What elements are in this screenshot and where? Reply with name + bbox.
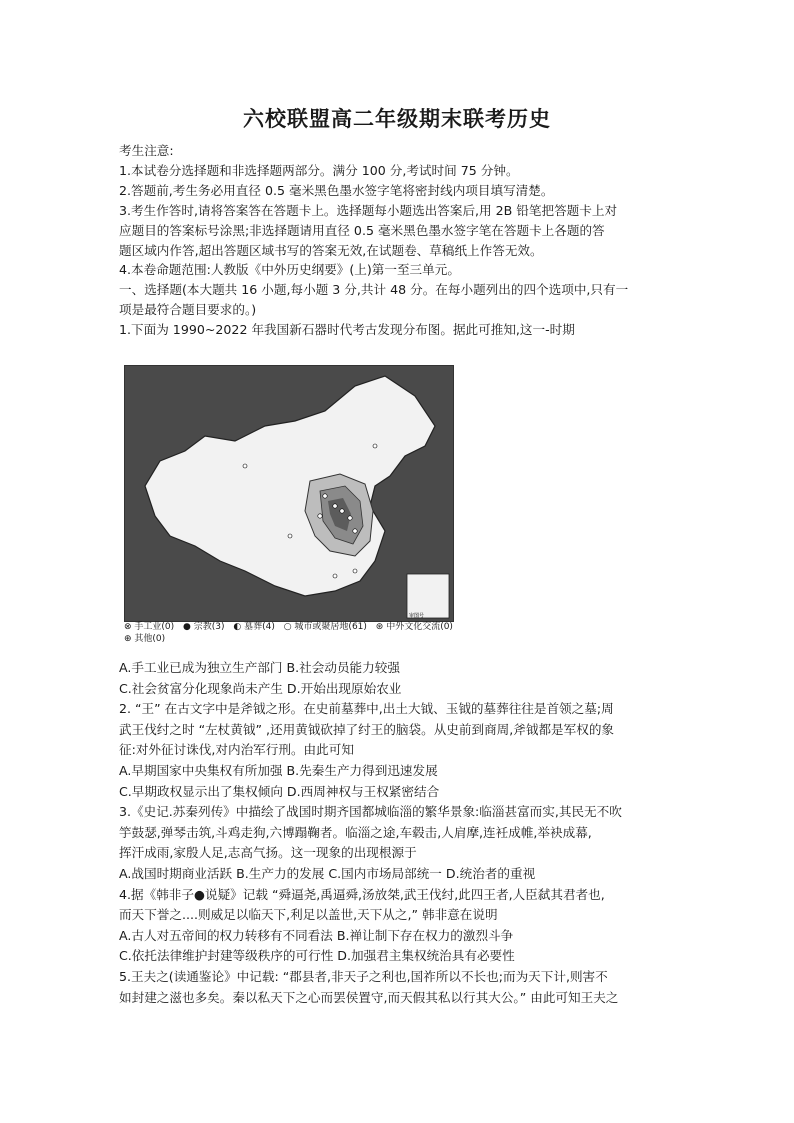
option-line: C.早期政权显示出了集权倾向 D.西周神权与王权紧密结合 — [119, 783, 440, 799]
legend-item-handicraft: ⊗ 手工业(0) — [124, 622, 175, 632]
china-map-graphic — [125, 366, 453, 621]
option-line: A.早期国家中央集权有所加强 B.先秦生产力得到迅速发展 — [119, 762, 438, 778]
question-line: 4.据《韩非子●说疑》记载 “舜逼尧,禹逼舜,汤放桀,武王伐纣,此四王者,人臣弑其君者也, — [119, 886, 605, 902]
question-line: 而天下誉之....则威足以临天下,利足以盖世,天下从之,” 韩非意在说明 — [119, 907, 498, 923]
question-line: 2. “王” 在古文字中是斧钺之形。在史前墓葬中,出土大钺、玉钺的墓葬往往是首领之墓;周 — [119, 701, 614, 717]
archaeology-map-image — [124, 365, 454, 622]
legend-item-tomb: ◐ 墓葬(4) — [233, 622, 275, 632]
exam-title: 六校联盟高二年级期末联考历史 — [243, 106, 551, 131]
notice-item: 2.答题前,考生务必用直径 0.5 毫米黑色墨水签字笔将密封线内项目填写清楚。 — [119, 182, 554, 198]
legend-item-exchange: ⊛ 中外文化交流(0) — [375, 622, 453, 632]
map-legend — [124, 621, 464, 645]
section-instruction: 项是最符合题目要求的。) — [119, 302, 257, 318]
notice-item: 1.本试卷分选择题和非选择题两部分。满分 100 分,考试时间 75 分钟。 — [119, 162, 519, 178]
notice-item: 3.考生作答时,请将答案答在答题卡上。选择题每小题选出答案后,用 2B 铅笔把答题卡上对 — [119, 202, 618, 218]
q1-option-line: A.手工业已成为独立生产部门 B.社会动员能力较强 — [119, 660, 400, 675]
option-line: C.依托法律维护封建等级秩序的可行性 D.加强君主集权统治具有必要性 — [119, 948, 515, 964]
notice-item: 应题目的答案标号涂黑;非选择题请用直径 0.5 毫米黑色墨水签字笔在答题卡上各题的答 — [119, 222, 605, 238]
legend-item-other: ⊕ 其他(0) — [124, 634, 166, 644]
legend-item-religion: ● 宗教(3) — [183, 622, 225, 632]
option-line: A.战国时期商业活跃 B.生产力的发展 C.国内市场局部统一 D.统治者的重视 — [119, 865, 536, 881]
question-line: 竽鼓瑟,弹琴击筑,斗鸡走狗,六博蹋鞠者。临淄之途,车毂击,人肩摩,连衽成帷,举袂成幕, — [119, 824, 592, 840]
notice-item: 题区域内作答,超出答题区域书写的答案无效,在试题卷、草稿纸上作答无效。 — [119, 242, 543, 258]
section-instruction: 一、选择题(本大题共 16 小题,每小题 3 分,共计 48 分。在每小题列出的四个选项中,只有一 — [119, 282, 629, 298]
q1-stem: 1.下面为 1990~2022 年我国新石器时代考古发现分布图。据此可推知,这一-时期 — [119, 322, 575, 338]
question-line: 5.王夫之(读通鉴论》中记载: “郡县者,非天子之利也,国祚所以不长也;而为天下计,则害不 — [119, 968, 608, 984]
notice-item: 4.本卷命题范围:人教版《中外历史纲要》(上)第一至三单元。 — [119, 262, 460, 278]
legend-item-settlement: ○ 城市或聚居地(61) — [283, 622, 367, 632]
questions-body — [119, 658, 679, 1008]
question-line: 3.《史记.苏秦列传》中描绘了战国时期齐国都城临淄的繁华景象:临淄甚富而实,其民无不吹 — [119, 804, 622, 820]
q1-option-line: C.社会贫富分化现象尚未产生 D.开始出现原始农业 — [119, 680, 402, 696]
option-line: A.古人对五帝间的权力转移有不同看法 B.禅让制下存在权力的激烈斗争 — [119, 927, 514, 943]
question-line: 挥汗成雨,家殷人足,志高气扬。这一现象的出现根源于 — [119, 845, 417, 861]
notice-heading: 考生注意: — [119, 143, 174, 158]
exam-body — [119, 141, 679, 340]
map-inset-label: 审图号 — [409, 613, 425, 619]
question-line: 武王伐纣之时 “左杖黄钺” ,还用黄钺砍掉了纣王的脑袋。从史前到商周,斧钺都是军权的象 — [119, 721, 615, 737]
question-line: 征:对外征讨诛伐,对内治军行刑。由此可知 — [119, 742, 354, 758]
question-line: 如封建之滋也多矣。秦以私天下之心而罢侯置守,而天假其私以行其大公。” 由此可知王夫之 — [119, 989, 619, 1005]
